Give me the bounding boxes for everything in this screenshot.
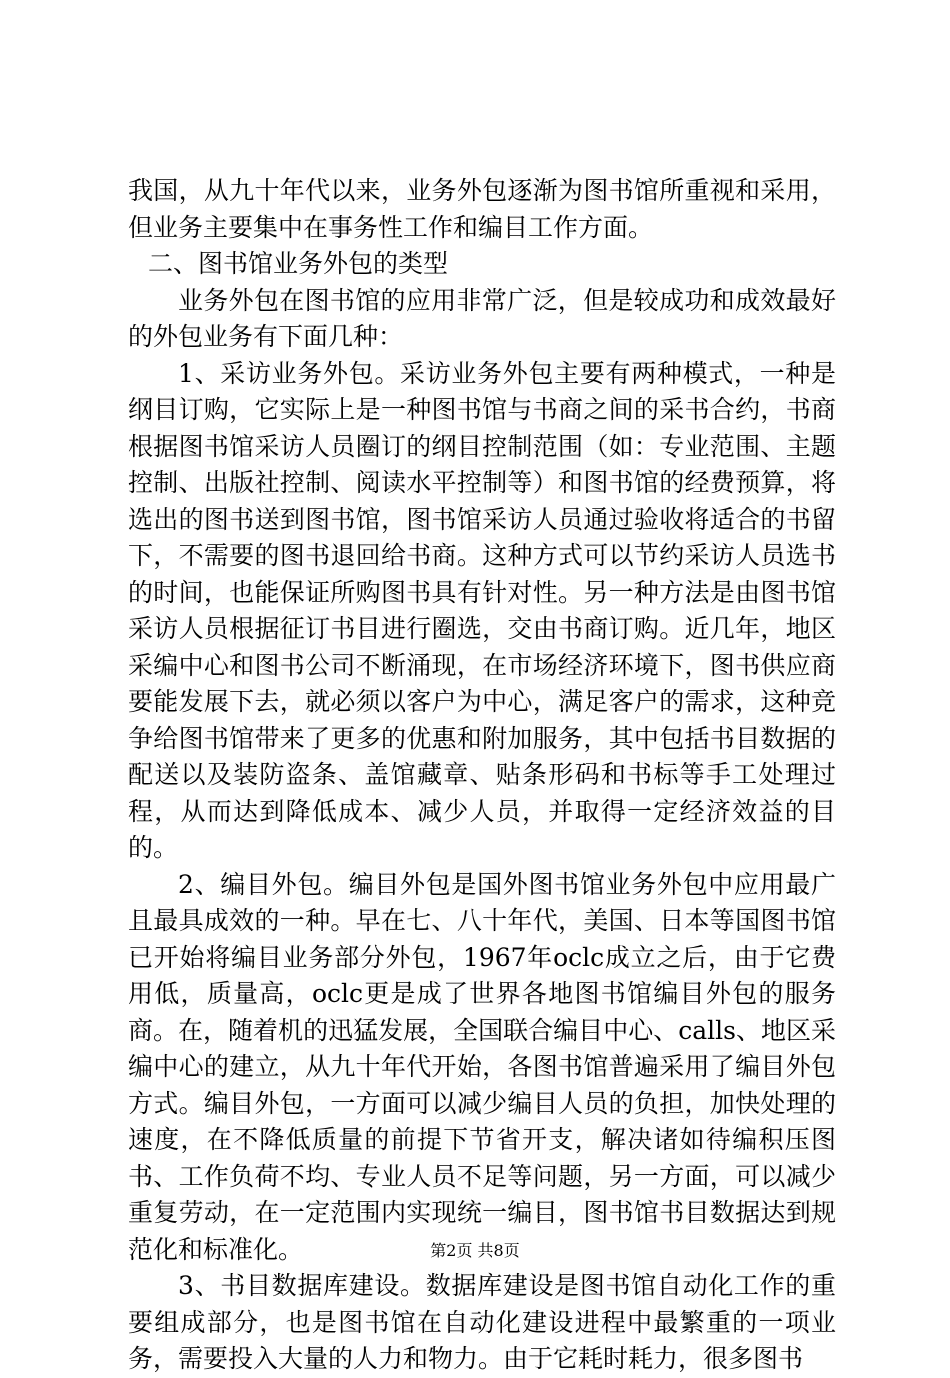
document-body: [128, 173, 836, 1378]
page-footer: 第2页 共8页: [430, 1241, 520, 1260]
paragraph: 我国，从九十年代以来，业务外包逐渐为图书馆所重视和采用，但业务主要集中在事务性工作和编目工作方面。: [128, 176, 836, 242]
paragraph: 业务外包在图书馆的应用非常广泛，但是较成功和成效最好的外包业务有下面几种：: [128, 285, 836, 351]
paragraph: 3、书目数据库建设。数据库建设是图书馆自动化工作的重要组成部分，也是图书馆在自动化建设进程中最繁重的一项业务，需要投入大量的人力和物力。由于它耗时耗力，很多图书: [128, 1271, 836, 1373]
section-heading: 二、图书馆业务外包的类型: [148, 249, 449, 278]
paragraph: 1、采访业务外包。采访业务外包主要有两种模式，一种是纲目订购，它实际上是一种图书馆与书商之间的采书合约，书商根据图书馆采访人员圈订的纲目控制范围（如：专业范围、主题控制、出版社控制、阅读水平控制等）和图书馆的经费预算，将选出的图书送到图书馆，图书馆采访人员通过验收将适合的书留下，不需要的图书退回给书商。这种方式可以节约采访人员选书的时间，也能保证所购图书具有针对性。另一种方法是由图书馆采访人员根据征订书目进行圈选，交由书商订购。近几年，地区采编中心和图书公司不断涌现，在市场经济环境下，图书供应商要能发展下去，就必须以客户为中心，满足客户的需求，这种竞争给图书馆带来了更多的优惠和附加服务，其中包括书目数据的配送以及装防盗条、盖馆藏章、贴条形码和书标等手工处理过程，从而达到降低成本、减少人员，并取得一定经济效益的目的。: [128, 358, 836, 862]
paragraph: 2、编目外包。编目外包是国外图书馆业务外包中应用最广且最具成效的一种。早在七、八十年代，美国、日本等国图书馆已开始将编目业务部分外包，1967年oclc成立之后，由于它费用低，质量高，oclc更是成了世界各地图书馆编目外包的服务商。在，随着机的迅猛发展，全国联合编目中心、calls、地区采编中心的建立，从九十年代开始，各图书馆普遍采用了编目外包方式。编目外包，一方面可以减少编目人员的负担，加快处理的速度，在不降低质量的前提下节省开支，解决诸如待编积压图书、工作负荷不均、专业人员不足等问题，另一方面，可以减少重复劳动，在一定范围内实现统一编目，图书馆书目数据达到规范化和标准化。: [128, 869, 836, 1264]
